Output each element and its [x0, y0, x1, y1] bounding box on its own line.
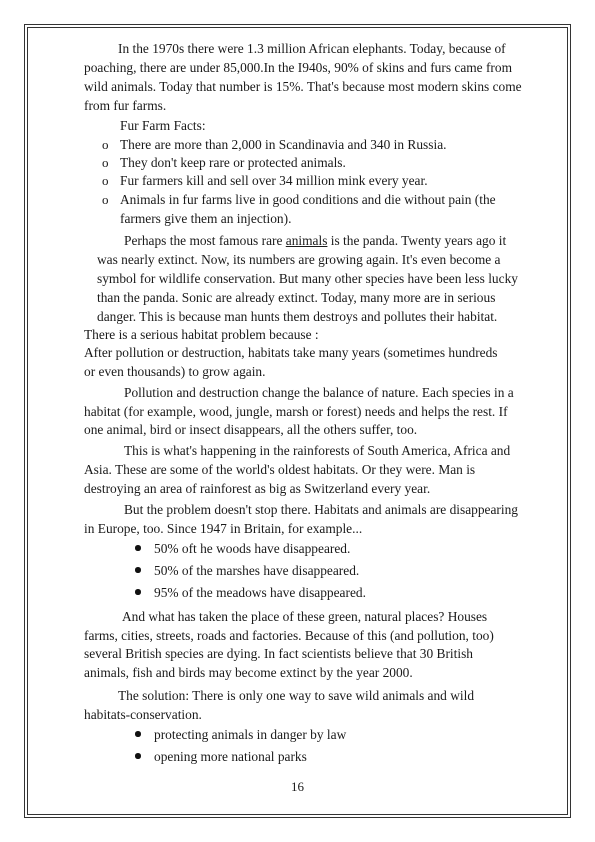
- paragraph-2-line: or even thousands) to grow again.: [84, 364, 266, 379]
- paragraph-6-line: And what has taken the place of these green, natural places? Houses: [122, 609, 488, 624]
- fur-fact-item-continued: farmers give them an injection).: [120, 211, 292, 226]
- circle-bullet-icon: o: [102, 192, 109, 207]
- circle-bullet-icon: o: [102, 155, 109, 170]
- paragraph-2-line: There is a serious habitat problem because :: [84, 327, 319, 342]
- paragraph-4-line: Asia. These are some of the world's oldest habitats. Or they were. Man is: [84, 462, 476, 477]
- bullet-icon: [135, 589, 141, 595]
- britain-bullet-item: 50% oft he woods have disappeared.: [154, 541, 351, 556]
- paragraph-2-line: than the panda. Sonic are already extinct. Today, many more are in serious: [97, 290, 496, 305]
- page-number: 16: [291, 779, 304, 794]
- fur-fact-item: Fur farmers kill and sell over 34 million mink every year.: [120, 173, 428, 188]
- bullet-icon: [135, 731, 141, 737]
- text: is the panda. Twenty years ago it: [327, 233, 507, 248]
- paragraph-2-line: was nearly extinct. Now, its numbers are growing again. It's even become a: [97, 252, 501, 267]
- britain-bullet-item: 95% of the meadows have disappeared.: [154, 585, 366, 600]
- paragraph-2-line: [124, 232, 506, 250]
- bullet-icon: [135, 545, 141, 551]
- paragraph-4-line: destroying an area of rainforest as big as Switzerland every year.: [84, 481, 431, 496]
- paragraph-3-line: one animal, bird or insect disappears, all the others suffer, too.: [84, 422, 418, 437]
- fur-fact-item: They don't keep rare or protected animals.: [120, 155, 346, 170]
- paragraph-6-line: farms, cities, streets, roads and factories. Because of this (and pollution, too): [84, 628, 494, 643]
- animals-link[interactable]: animals: [285, 233, 328, 248]
- circle-bullet-icon: o: [102, 173, 109, 188]
- britain-bullet-item: 50% of the marshes have disappeared.: [154, 563, 360, 578]
- paragraph-2-line: danger. This is because man hunts them destroys and pollutes their habitat.: [97, 309, 498, 324]
- paragraph-5-line: in Europe, too. Since 1947 in Britain, for example...: [84, 521, 363, 536]
- paragraph-7-line: The solution: There is only one way to save wild animals and wild: [118, 688, 475, 703]
- paragraph-2-line: After pollution or destruction, habitats take many years (sometimes hundreds: [84, 345, 498, 360]
- circle-bullet-icon: o: [102, 137, 109, 152]
- paragraph-1-line: poaching, there are under 85,000.In the I940s, 90% of skins and furs came from: [84, 60, 513, 75]
- text: Perhaps the most famous rare: [124, 233, 286, 248]
- paragraph-1-line: In the 1970s there were 1.3 million African elephants. Today, because of: [118, 41, 506, 56]
- paragraph-1-line: from fur farms.: [84, 98, 167, 113]
- paragraph-1-line: wild animals. Today that number is 15%. That's because most modern skins come: [84, 79, 522, 94]
- fur-facts-heading: Fur Farm Facts:: [120, 118, 206, 133]
- paragraph-5-line: But the problem doesn't stop there. Habitats and animals are disappearing: [124, 502, 518, 517]
- solution-bullet-item: protecting animals in danger by law: [154, 727, 347, 742]
- paragraph-4-line: This is what's happening in the rainforests of South America, Africa and: [124, 443, 511, 458]
- paragraph-3-line: Pollution and destruction change the balance of nature. Each species in a: [124, 385, 514, 400]
- paragraph-7-line: habitats-conservation.: [84, 707, 202, 722]
- fur-fact-item: Animals in fur farms live in good conditions and die without pain (the: [120, 192, 496, 207]
- solution-bullet-item: opening more national parks: [154, 749, 307, 764]
- fur-fact-item: There are more than 2,000 in Scandinavia and 340 in Russia.: [120, 137, 447, 152]
- paragraph-2-line: symbol for wildlife conservation. But many other species have been less lucky: [97, 271, 518, 286]
- paragraph-6-line: animals, fish and birds may become extinct by the year 2000.: [84, 665, 413, 680]
- paragraph-6-line: several British species are dying. In fact scientists believe that 30 British: [84, 646, 473, 661]
- paragraph-3-line: habitat (for example, wood, jungle, marsh or forest) needs and helps the rest. If: [84, 404, 508, 419]
- bullet-icon: [135, 567, 141, 573]
- bullet-icon: [135, 753, 141, 759]
